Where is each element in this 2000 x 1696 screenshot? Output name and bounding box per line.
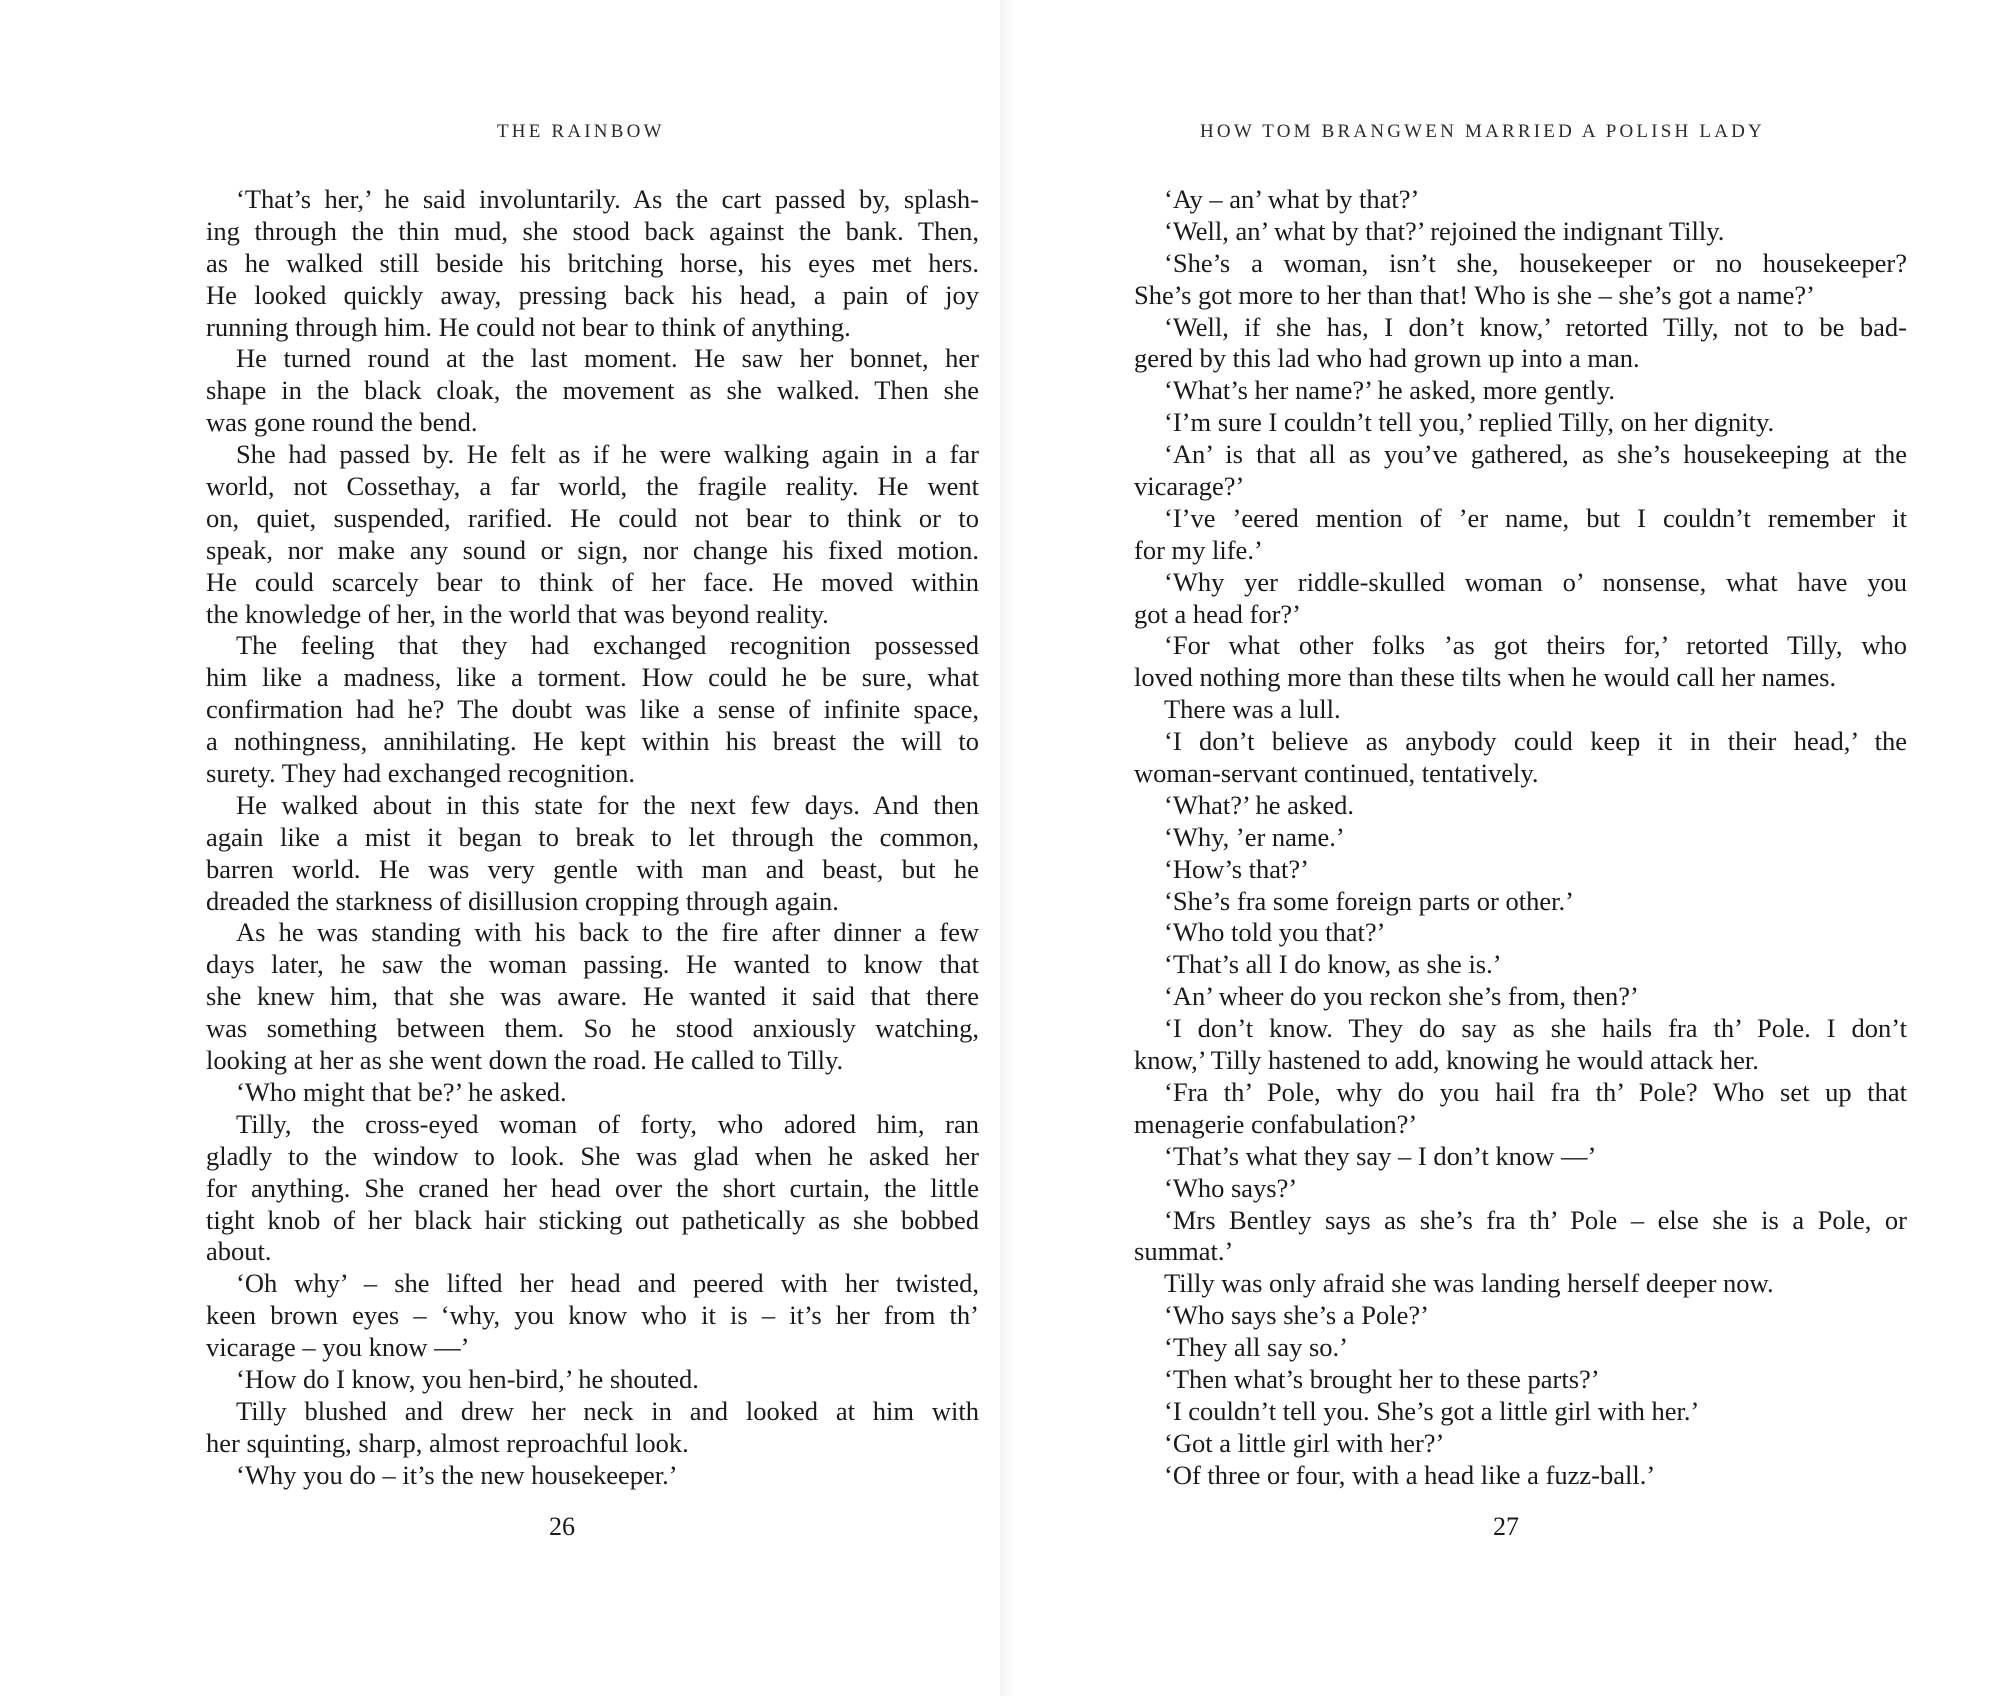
text-line: As he was standing with his back to the fire after dinner a few [236,917,979,948]
text-line: the knowledge of her, in the world that was beyond reality. [206,598,829,629]
text-line: ‘Fra th’ Pole, why do you hail fra th’ Pole? Who set up that [1164,1076,1907,1107]
page-body [206,184,979,1492]
text-line: ‘How’s that?’ [1164,853,1309,884]
text-line: vicarage – you know —’ [206,1332,470,1363]
text-line: ‘I don’t know. They do say as she hails fra th’ Pole. I don’t [1164,1013,1907,1044]
text-line: gered by this lad who had grown up into a man. [1134,343,1640,374]
text-line: ‘What’s her name?’ he asked, more gently. [1164,375,1616,406]
text-line: She had passed by. He felt as if he were walking again in a far [236,439,979,470]
text-line: woman-servant continued, tentatively. [1134,758,1539,789]
text-line: ‘An’ is that all as you’ve gathered, as she’s housekeeping at the [1164,439,1907,470]
text-line: ‘Who says?’ [1164,1172,1298,1203]
text-line: The feeling that they had exchanged recognition possessed [236,630,979,661]
text-line: for anything. She craned her head over the short curtain, the little [206,1172,979,1203]
right-page [1000,0,2000,1696]
text-line: There was a lull. [1164,694,1341,725]
text-line: surety. They had exchanged recognition. [206,758,636,789]
text-line: tight knob of her black hair sticking out pathetically as she bobbed [206,1204,979,1235]
text-line: speak, nor make any sound or sign, nor change his fixed motion. [206,534,979,565]
text-line: was something between them. So he stood anxiously watching, [206,1013,979,1044]
text-line: He could scarcely bear to think of her face. He moved within [206,566,979,597]
text-line: looking at her as she went down the road. He called to Tilly. [206,1045,844,1076]
text-line: ‘How do I know, you hen-bird,’ he shouted. [236,1363,699,1394]
text-line: ‘Why yer riddle-skulled woman o’ nonsense, what have you [1164,566,1907,597]
text-line: her squinting, sharp, almost reproachful look. [206,1427,689,1458]
text-line: ‘She’s a woman, isn’t she, housekeeper or no housekeeper? [1164,247,1907,278]
text-line: know,’ Tilly hastened to add, knowing he would attack her. [1134,1045,1759,1076]
page-body [1134,184,1907,1492]
text-line: ‘Who says she’s a Pole?’ [1164,1300,1429,1331]
text-line: running through him. He could not bear to think of anything. [206,311,851,342]
text-line: ing through the thin mud, she stood back against the bank. Then, [206,215,979,246]
text-line: summat.’ [1134,1236,1234,1267]
text-line: ‘She’s fra some foreign parts or other.’ [1164,885,1574,916]
text-line: on, quiet, suspended, rarified. He could not bear to think or to [206,502,979,533]
text-line: ‘They all say so.’ [1164,1332,1348,1363]
text-line: ‘I’m sure I couldn’t tell you,’ replied Tilly, on her dignity. [1164,407,1775,438]
text-line: He looked quickly away, pressing back his head, a pain of joy [206,279,979,310]
text-line: ‘Who told you that?’ [1164,917,1386,948]
text-line: ‘Ay – an’ what by that?’ [1164,184,1420,214]
page-number: 26 [549,1512,575,1541]
text-line: vicarage?’ [1134,471,1245,502]
text-line: got a head for?’ [1134,598,1302,629]
text-line: ‘I’ve ’eered mention of ’er name, but I couldn’t remember it [1164,502,1907,533]
text-line: about. [206,1236,272,1267]
text-line: ‘That’s what they say – I don’t know —’ [1164,1140,1597,1171]
text-line: menagerie confabulation?’ [1134,1108,1418,1139]
running-head: HOW TOM BRANGWEN MARRIED A POLISH LADY [1200,121,1765,142]
text-line: keen brown eyes – ‘why, you know who it is – it’s her from th’ [206,1300,979,1331]
text-line: ‘What?’ he asked. [1164,789,1355,820]
text-line: ‘I couldn’t tell you. She’s got a little girl with her.’ [1164,1395,1700,1426]
text-line: ‘Got a little girl with her?’ [1164,1427,1445,1458]
text-line: Tilly blushed and drew her neck in and looked at him with [236,1395,979,1426]
text-line: ‘Mrs Bentley says as she’s fra th’ Pole – else she is a Pole, or [1164,1204,1907,1235]
running-head: THE RAINBOW [497,121,665,142]
text-line: she knew him, that she was aware. He wanted it said that there [206,981,979,1012]
text-line: ‘Who might that be?’ he asked. [236,1076,567,1107]
text-line: ‘Then what’s brought her to these parts?’ [1164,1363,1600,1394]
text-line: barren world. He was very gentle with man and beast, but he [206,853,979,884]
text-line: again like a mist it began to break to let through the common, [206,821,979,852]
text-line: a nothingness, annihilating. He kept within his breast the will to [206,726,979,757]
text-line: He walked about in this state for the next few days. And then [236,789,979,820]
text-line: him like a madness, like a torment. How could he be sure, what [206,662,979,693]
text-line: shape in the black cloak, the movement as she walked. Then she [206,375,979,406]
text-line: ‘That’s her,’ he said involuntarily. As the cart passed by, splash- [236,184,979,214]
text-line: ‘Oh why’ – she lifted her head and peered with her twisted, [236,1268,979,1299]
text-line: was gone round the bend. [206,407,478,438]
text-line: world, not Cossethay, a far world, the fragile reality. He went [206,471,979,502]
text-line: Tilly was only afraid she was landing herself deeper now. [1164,1268,1774,1299]
text-line: confirmation had he? The doubt was like a sense of infinite space, [206,694,979,725]
text-line: Tilly, the cross-eyed woman of forty, who adored him, ran [236,1108,979,1139]
text-line: gladly to the window to look. She was glad when he asked her [206,1140,979,1171]
text-line: ‘Well, if she has, I don’t know,’ retorted Tilly, not to be bad- [1164,311,1907,342]
text-line: ‘Why you do – it’s the new housekeeper.’ [236,1459,678,1490]
text-line: He turned round at the last moment. He saw her bonnet, her [236,343,979,374]
text-line: ‘Well, an’ what by that?’ rejoined the indignant Tilly. [1164,215,1725,246]
text-line: ‘For what other folks ’as got theirs for,’ retorted Tilly, who [1164,630,1907,661]
text-line: for my life.’ [1134,534,1263,565]
text-line: ‘Why, ’er name.’ [1164,821,1345,852]
text-line: as he walked still beside his britching horse, his eyes met hers. [206,247,979,278]
text-line: ‘I don’t believe as anybody could keep it in their head,’ the [1164,726,1907,757]
text-line: days later, he saw the woman passing. He wanted to know that [206,949,979,980]
text-line: ‘An’ wheer do you reckon she’s from, then?’ [1164,981,1639,1012]
text-line: dreaded the starkness of disillusion cropping through again. [206,885,839,916]
text-line: ‘That’s all I do know, as she is.’ [1164,949,1502,980]
text-line: loved nothing more than these tilts when he would call her names. [1134,662,1837,693]
page-number: 27 [1493,1512,1519,1541]
text-line: She’s got more to her than that! Who is she – she’s got a name?’ [1134,279,1816,310]
text-line: ‘Of three or four, with a head like a fuzz-ball.’ [1164,1459,1656,1490]
